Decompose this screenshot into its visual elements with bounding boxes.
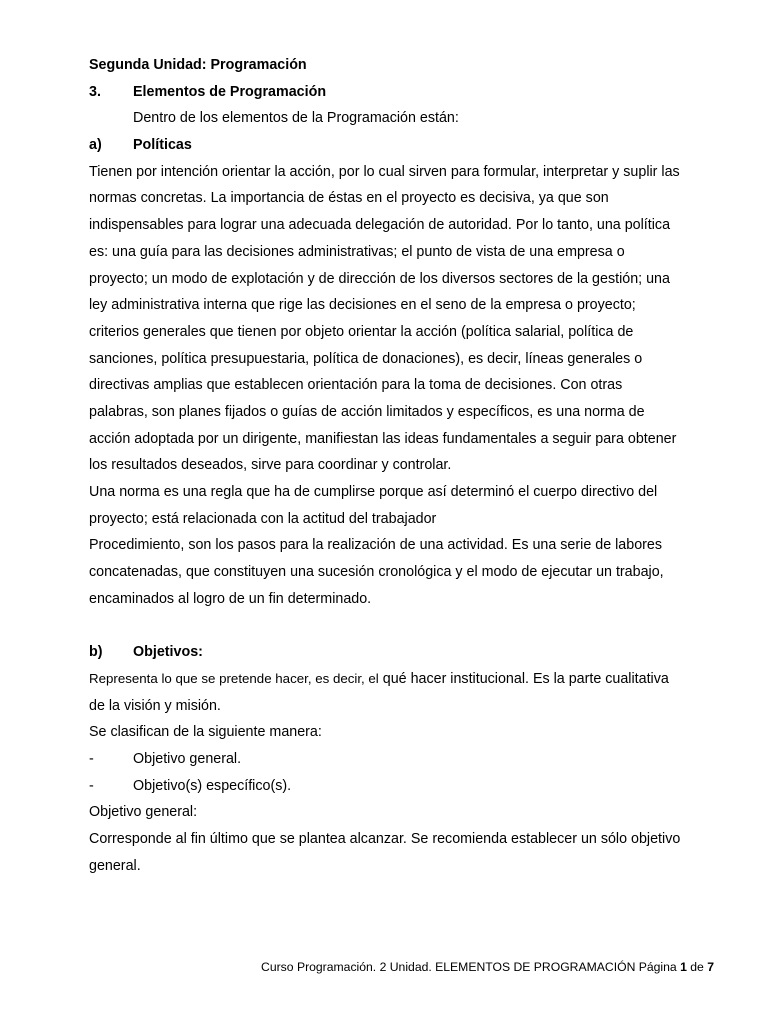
subsection-a-heading xyxy=(89,132,715,159)
document-body xyxy=(89,52,715,879)
blank-line xyxy=(89,612,715,639)
norma-paragraph xyxy=(89,479,715,532)
paragraph-line: directivas amplias que establecen orientación para la toma de decisiones. Con otras xyxy=(89,377,623,394)
unit-title: Segunda Unidad: Programación xyxy=(89,57,307,73)
section-number: 3. xyxy=(89,83,101,100)
objetivos-line-1 xyxy=(89,666,715,693)
list-item xyxy=(89,773,715,800)
paragraph-line: indispensables para lograr una adecuada delegación de autoridad. Por lo tanto, una política xyxy=(89,217,671,234)
footer-of: de xyxy=(686,960,708,974)
paragraph-line: Tienen por intención orientar la acción, por lo cual sirven para formular, interpretar y suplir las xyxy=(89,163,680,180)
subsection-b-letter: b) xyxy=(89,644,103,661)
procedimiento-paragraph xyxy=(89,532,715,612)
paragraph-line: Corresponde al fin último que se plantea alcanzar. Se recomienda establecer un sólo objetivo xyxy=(89,830,681,847)
objetivos-line-2: de la visión y misión. xyxy=(89,697,221,714)
list-bullet: - xyxy=(89,750,94,767)
list-item-text: Objetivo(s) específico(s). xyxy=(133,777,292,794)
objetivo-general-label: Objetivo general: xyxy=(89,804,198,821)
list-item xyxy=(89,746,715,773)
paragraph-line: general. xyxy=(89,857,141,874)
paragraph-line: ley administrativa interna que rige las decisiones en el seno de la empresa o proyecto; xyxy=(89,297,636,314)
paragraph-line: es: una guía para las decisiones administrativas; el punto de vista de una empresa o xyxy=(89,243,625,260)
footer-page-number: 1 xyxy=(680,960,687,974)
subsection-b-title: Objetivos: xyxy=(133,644,203,661)
paragraph-line: proyecto; un modo de explotación y de dirección de los diversos sectores de la gestión; una xyxy=(89,270,670,287)
clasifican-text: Se clasifican de la siguiente manera: xyxy=(89,724,322,741)
paragraph-line: los resultados deseados, sirve para coordinar y controlar. xyxy=(89,457,452,474)
subsection-b-heading xyxy=(89,639,715,666)
paragraph-line: sanciones, política presupuestaria, política de donaciones), es decir, líneas generales o xyxy=(89,350,643,367)
list-bullet: - xyxy=(89,777,94,794)
politicas-paragraph xyxy=(89,159,715,479)
paragraph-line: normas concretas. La importancia de éstas en el proyecto es decisiva, ya que son xyxy=(89,190,609,207)
paragraph-line: proyecto; está relacionada con la actitud del trabajador xyxy=(89,510,437,527)
footer-total-pages: 7 xyxy=(707,960,714,974)
paragraph-line: palabras, son planes fijados o guías de acción limitados y específicos, es una norma de xyxy=(89,403,645,420)
section-title: Elementos de Programación xyxy=(133,83,327,100)
objetivos-line-1-small: Representa lo que se pretende hacer, es decir, el xyxy=(89,670,379,686)
objetivos-line-1-rest: qué hacer institucional. Es la parte cualitativa xyxy=(378,670,669,687)
paragraph-line: encaminados al logro de un fin determinado. xyxy=(89,590,372,607)
page-footer xyxy=(261,960,714,974)
paragraph-line: Una norma es una regla que ha de cumplirse porque así determinó el cuerpo directivo del xyxy=(89,484,658,500)
intro-text: Dentro de los elementos de la Programación están: xyxy=(133,110,459,127)
subsection-a-title: Políticas xyxy=(133,137,192,154)
paragraph-line: criterios generales que tienen por objeto orientar la acción (política salarial, política de xyxy=(89,323,634,340)
paragraph-line: Procedimiento, son los pasos para la realización de una actividad. Es una serie de labores xyxy=(89,537,663,554)
paragraph-line: acción adoptada por un dirigente, manifiestan las ideas fundamentales a seguir para obtener xyxy=(89,430,677,447)
subsection-a-letter: a) xyxy=(89,137,102,154)
objetivo-general-paragraph xyxy=(89,826,715,879)
section-heading xyxy=(89,79,715,106)
footer-text: Curso Programación. 2 Unidad. ELEMENTOS DE PROGRAMACIÓN Página xyxy=(261,960,681,974)
list-item-text: Objetivo general. xyxy=(133,750,242,767)
paragraph-line: concatenadas, que constituyen una sucesión cronológica y el modo de ejecutar un trabajo, xyxy=(89,564,664,581)
